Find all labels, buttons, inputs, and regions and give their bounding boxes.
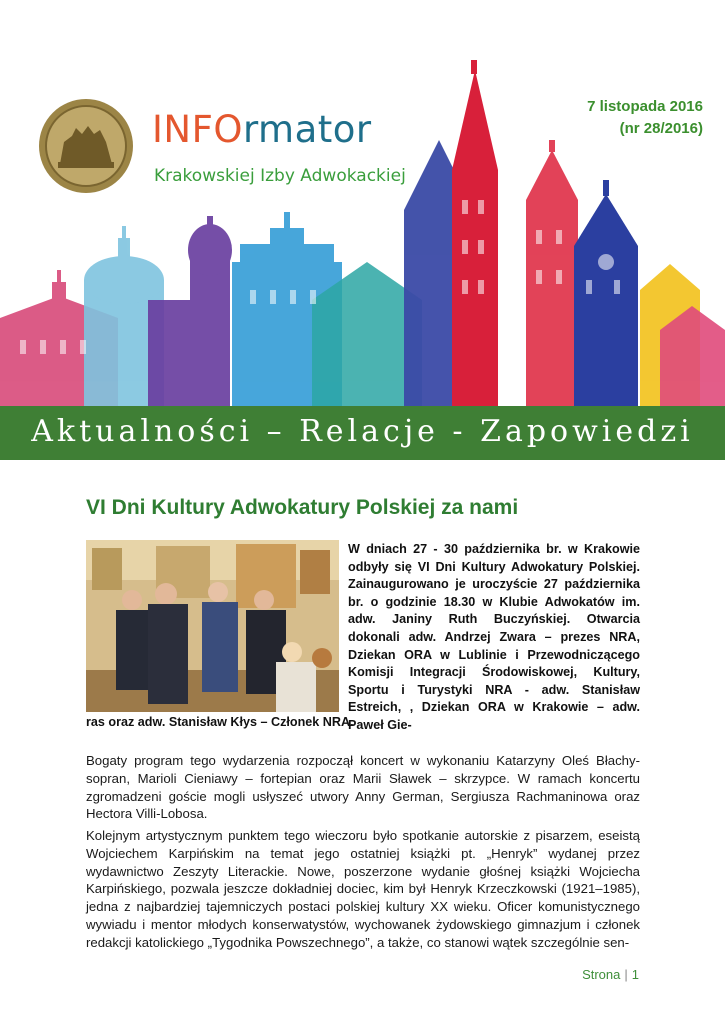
section-banner-text: Aktualności – Relacje - Zapowiedzi xyxy=(31,414,694,449)
issue-info xyxy=(587,96,703,140)
bar-association-seal-icon xyxy=(38,98,134,194)
logo-title xyxy=(152,108,372,152)
page-number: 1 xyxy=(631,967,639,982)
issue-date: 7 listopada 2016 xyxy=(587,98,703,115)
page-header xyxy=(0,0,725,460)
event-photo xyxy=(86,540,339,712)
page-footer xyxy=(582,967,639,982)
issue-number: (nr 28/2016) xyxy=(619,120,703,137)
logo-subtitle: Krakowskiej Izby Adwokackiej xyxy=(154,166,406,186)
krakow-skyline-illustration xyxy=(0,0,725,460)
page-label: Strona xyxy=(582,967,621,982)
logo-title-rest: rmator xyxy=(243,108,372,151)
logo-title-accent: INFO xyxy=(152,108,243,151)
article-lead-continued: ras oraz adw. Stanisław Kłys – Członek NRA. xyxy=(86,715,354,729)
footer-separator: | xyxy=(624,967,628,982)
article-lead: W dniach 27 - 30 października br. w Krakowie odbyły się VI Dni Kultury Adwokatury Polskiej. Zainaugurowano je uroczyście 27 października br. o godzinie 18.30 w Klubie Adwokatów im. adw. Janiny Ruth Buczyńskiej. Otwarcia dokonali adw. Andrzej Zwara – prezes NRA, Dziekan ORA w Lublinie i Przewodniczącego Komisji Integracji Środowiskowej, Kultury, Sportu i Turystyki NRA - adw. Stanisław Estreich, , Dziekan ORA w Krakowie – adw. Paweł Gie- xyxy=(348,542,640,732)
article-paragraph-2: Kolejnym artystycznym punktem tego wieczoru było spotkanie autorskie z pisarzem, eseistą Wojciechem Karpińskim na temat jego ostatniej książki pt. „Henryk” wydanej przez wydawnictwo Zeszyty Literackie. Nowe, poszerzone wydanie głośnej książki Wojciecha Karpińskiego, pozwala jeszcze dokładniej dociec, kim był Henryk Krzeczkowski (1921–1985), jedna z najbardziej tajemniczych postaci polskiej kultury XX wieku. Oficer komunistycznego wywiadu i mentor młodych konserwatystów, wychowanek żydowskiego gimnazjum i członek redakcji katolickiego „Tygodnika Powszechnego”, a także, co stanowi wątek szczególnie sen- xyxy=(86,828,640,950)
article-title: VI Dni Kultury Adwokatury Polskiej za nami xyxy=(86,496,519,519)
article-paragraph-1: Bogaty program tego wydarzenia rozpoczął koncert w wykonaniu Katarzyny Oleś Błachy-sopran, Marioli Cieniawy – fortepian oraz Marii Sławek – skrzypce. W ramach koncertu zgromadzeni goście mogli usłyszeć utwory Anny German, Sergiusza Rachmaninowa oraz Hectora Villi-Lobosa. xyxy=(86,753,640,822)
